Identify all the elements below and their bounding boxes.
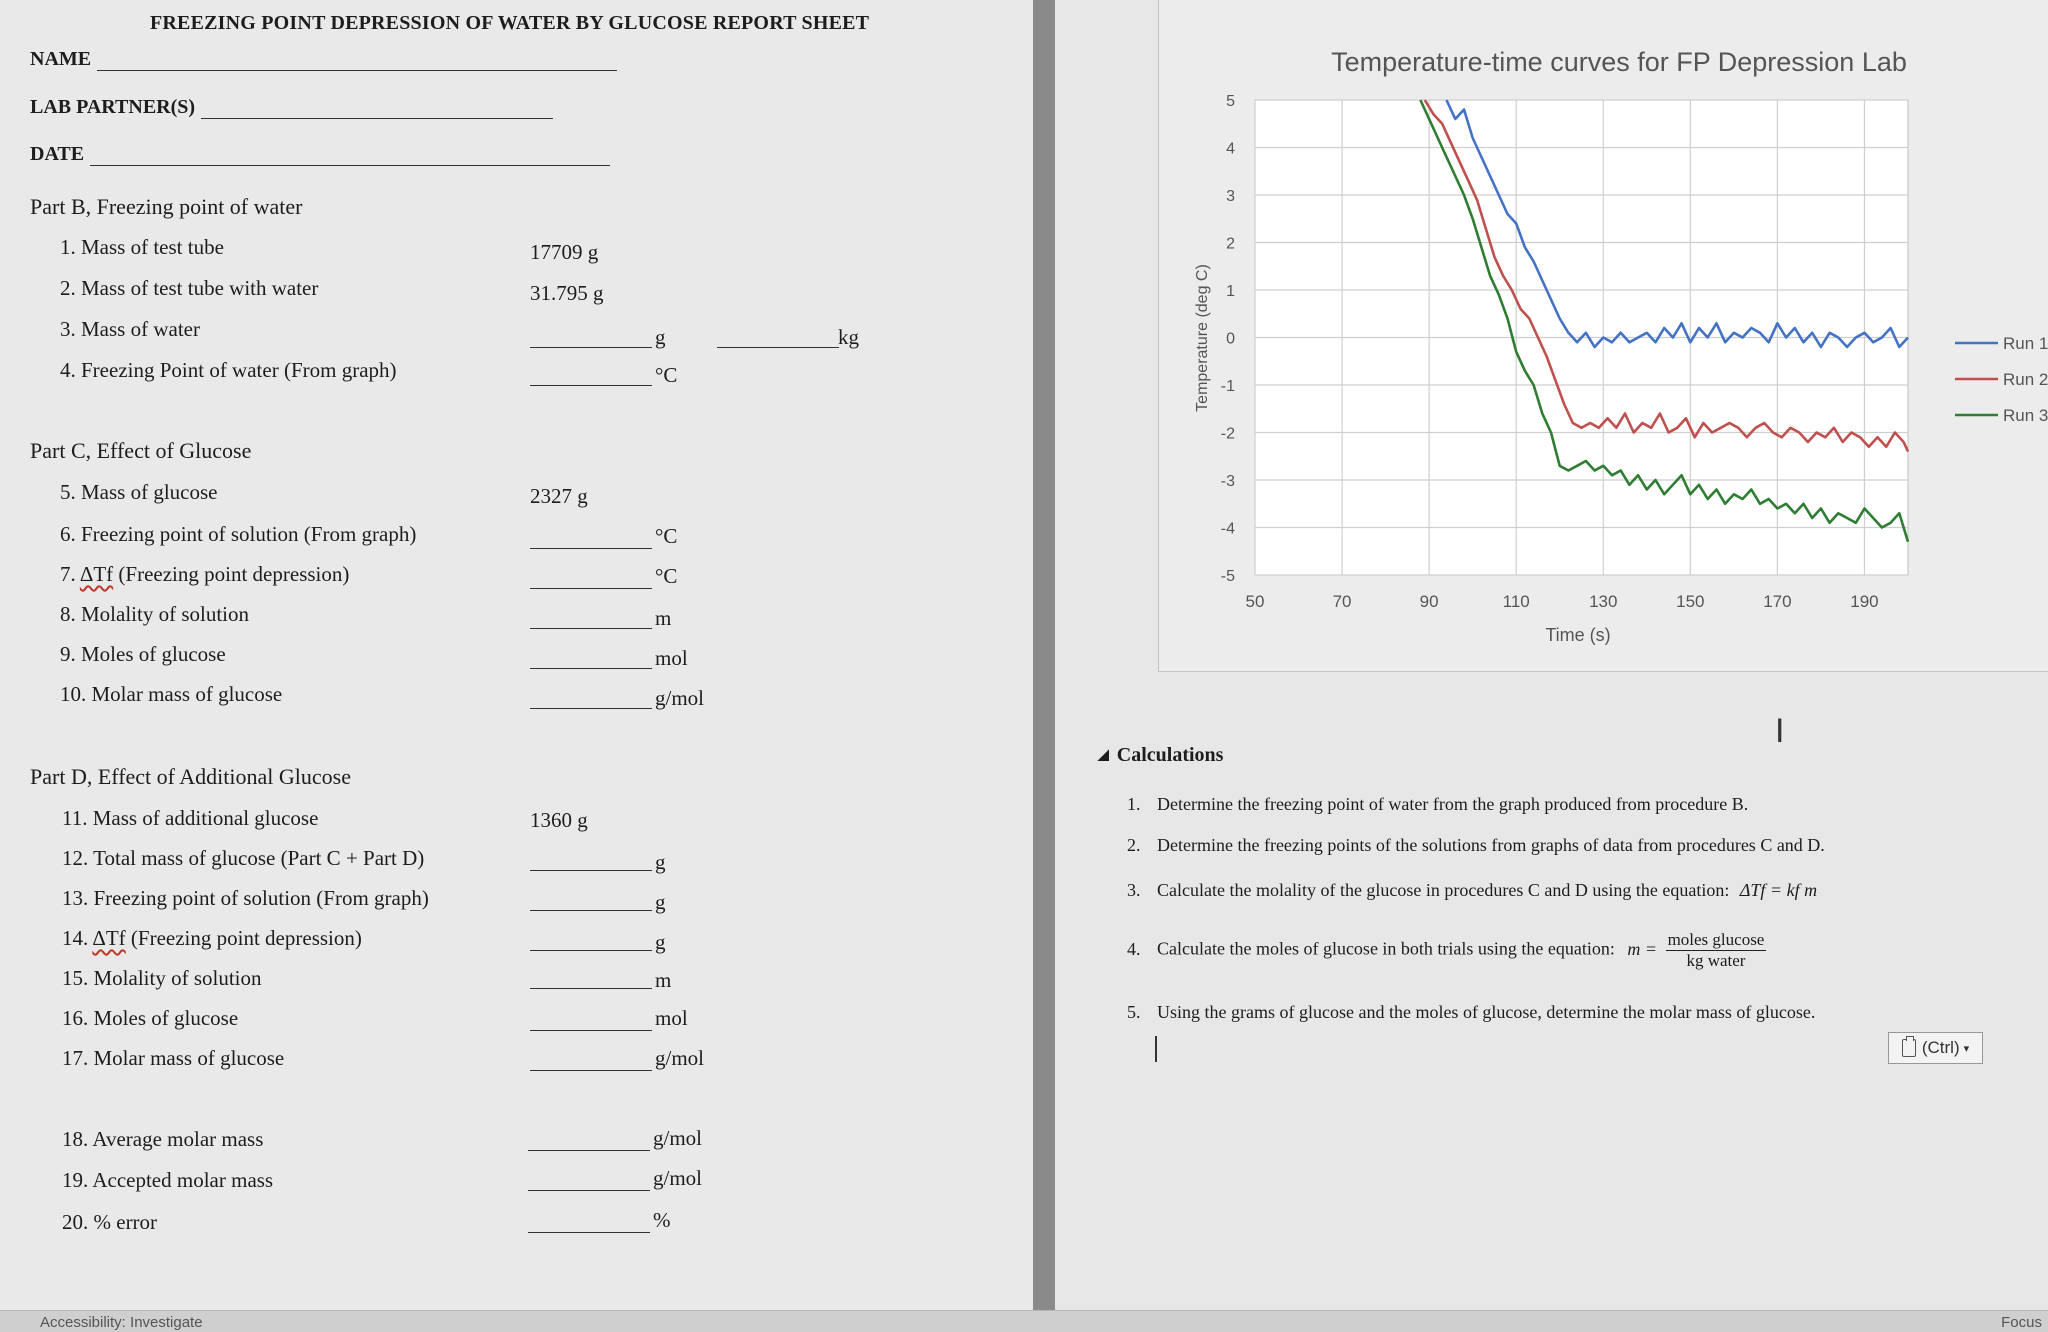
item-12-unit: g [655, 850, 666, 874]
collapse-triangle-icon[interactable]: ◢ [1098, 748, 1109, 763]
item-11-label: 11. Mass of additional glucose [62, 806, 319, 830]
item-19-unit: g/mol [653, 1166, 703, 1190]
item-17-label: 17. Molar mass of glucose [62, 1046, 285, 1070]
fraction-denominator: kg water [1686, 951, 1746, 970]
item-16-label: 16. Moles of glucose [62, 1006, 239, 1030]
y-tick-label: 5 [1226, 93, 1235, 110]
y-tick-label: 4 [1226, 140, 1235, 158]
paste-options-label: (Ctrl) [1921, 1038, 1960, 1057]
y-axis-label: Temperature (deg C) [1194, 264, 1211, 412]
item-6-unit: °C [655, 524, 678, 548]
y-tick-label: 1 [1226, 283, 1235, 300]
item-7-blank[interactable] [530, 588, 652, 589]
paste-options-button[interactable] [1888, 1032, 1983, 1064]
item-13-unit: g [655, 890, 666, 914]
item-1-value[interactable]: 17709 g [530, 240, 599, 264]
ibeam-cursor-icon: I [1775, 712, 1785, 750]
item-8-label: 8. Molality of solution [60, 602, 249, 626]
item-17-unit: g/mol [655, 1046, 705, 1070]
x-tick-label: 150 [1676, 592, 1705, 611]
item-18-unit: g/mol [653, 1126, 703, 1150]
calc-item-1-num: 1. [1127, 794, 1141, 814]
item-1-label: 1. Mass of test tube [60, 235, 224, 259]
calc-item-3-num: 3. [1127, 880, 1141, 900]
date-row [30, 143, 610, 166]
item-18-blank[interactable] [528, 1150, 650, 1151]
part-c-title: Part C, Effect of Glucose [30, 438, 252, 463]
item-19-label: 19. Accepted molar mass [62, 1168, 274, 1192]
item-3-blank[interactable] [530, 347, 652, 348]
x-tick-label: 110 [1502, 592, 1530, 611]
item-4-unit: °C [655, 363, 678, 387]
lab-partner-row [30, 96, 553, 119]
calc-item-4 [1127, 930, 1766, 971]
y-tick-label: -4 [1220, 520, 1235, 538]
item-20-label: 20. % error [62, 1210, 158, 1234]
text-cursor [1155, 1036, 1157, 1062]
item-18-label: 18. Average molar mass [62, 1127, 264, 1151]
item-19-blank[interactable] [528, 1190, 650, 1191]
molality-equation: ΔTf = kf m [1739, 880, 1818, 900]
item-14-desc: (Freezing point depression) [125, 926, 362, 950]
moles-equation-fraction [1666, 930, 1767, 971]
item-8-blank[interactable] [530, 628, 652, 629]
clipboard-icon [1902, 1039, 1916, 1057]
item-10-label: 10. Molar mass of glucose [60, 682, 283, 706]
part-d-title: Part D, Effect of Additional Glucose [30, 764, 351, 789]
item-16-unit: mol [655, 1006, 688, 1030]
calc-item-4-num: 4. [1127, 938, 1141, 959]
calc-item-3 [1127, 880, 1817, 901]
item-5-label: 5. Mass of glucose [60, 480, 218, 504]
y-tick-label: -3 [1220, 473, 1235, 490]
item-16-blank[interactable] [530, 1030, 652, 1031]
item-11-value[interactable]: 1360 g [530, 808, 588, 832]
item-9-unit: mol [655, 646, 688, 670]
item-6-label: 6. Freezing point of solution (From graph) [60, 522, 417, 546]
x-tick-label: 170 [1763, 592, 1792, 611]
item-15-label: 15. Molality of solution [62, 966, 262, 990]
item-7-unit: °C [655, 564, 678, 588]
calc-item-2-text: Determine the freezing points of the solutions from graphs of data from procedures C and D. [1157, 835, 1825, 855]
item-9-blank[interactable] [530, 668, 652, 669]
item-10-unit: g/mol [655, 686, 705, 710]
status-bar [0, 1310, 2048, 1332]
fraction-numerator: moles glucose [1667, 930, 1765, 949]
item-3-label: 3. Mass of water [60, 317, 200, 341]
item-13-blank[interactable] [530, 910, 652, 911]
item-8-unit: m [655, 606, 672, 630]
calc-item-5-text: Using the grams of glucose and the moles of glucose, determine the molar mass of glucose. [1157, 1002, 1816, 1022]
accessibility-status[interactable]: Accessibility: Investigate [40, 1314, 203, 1331]
lab-partner-label: LAB PARTNER(S) [30, 96, 196, 118]
report-title: FREEZING POINT DEPRESSION OF WATER BY GLUCOSE REPORT SHEET [150, 12, 870, 34]
date-label: DATE [30, 143, 85, 165]
x-tick-label: 70 [1332, 592, 1352, 611]
item-20-blank[interactable] [528, 1232, 650, 1233]
focus-mode-button[interactable]: Focus [2001, 1314, 2042, 1331]
item-2-label: 2. Mass of test tube with water [60, 276, 319, 300]
chart-legend [1955, 334, 2048, 425]
item-12-label: 12. Total mass of glucose (Part C + Part D) [62, 846, 425, 870]
item-3-unit: g [655, 325, 666, 349]
item-7-label [60, 562, 349, 587]
calc-item-4-text: Calculate the moles of glucose in both trials using the equation: [1157, 938, 1615, 959]
item-20-unit: % [653, 1208, 671, 1232]
y-tick-labels [1221, 93, 1235, 585]
temperature-time-chart[interactable] [1158, 0, 2048, 672]
delta-tf-symbol: ΔTf [79, 562, 114, 586]
calc-item-1-text: Determine the freezing point of water from the graph produced from procedure B. [1157, 794, 1749, 814]
x-tick-label: 50 [1245, 592, 1265, 611]
item-7-desc: (Freezing point depression) [113, 562, 350, 586]
y-tick-label: 0 [1226, 330, 1235, 348]
calc-item-2 [1127, 835, 1825, 856]
calc-item-2-num: 2. [1127, 835, 1141, 855]
x-tick-label: 130 [1589, 592, 1618, 611]
chart-title: Temperature-time curves for FP Depression Lab [1331, 47, 1907, 77]
date-field[interactable] [90, 144, 610, 166]
report-sheet [0, 0, 1036, 1310]
calculations-title: Calculations [1116, 744, 1224, 766]
item-4-blank[interactable] [530, 385, 652, 386]
legend-label-2: Run 2 [2003, 370, 2048, 389]
legend-label-3: Run 3 [2003, 406, 2048, 425]
item-14-num: 14. [62, 926, 93, 950]
window-divider[interactable] [1033, 0, 1055, 1310]
calc-item-5 [1127, 1002, 1815, 1023]
dropdown-arrow-icon: ▾ [1963, 1042, 1970, 1055]
lab-partner-field[interactable] [201, 97, 553, 119]
item-12-blank[interactable] [530, 870, 652, 871]
item-14-label [62, 926, 362, 951]
item-17-blank[interactable] [530, 1070, 652, 1071]
y-tick-label: -1 [1220, 378, 1235, 395]
y-tick-label: 2 [1226, 235, 1235, 253]
item-14-blank[interactable] [530, 950, 652, 951]
item-3-blank-kg[interactable] [717, 347, 839, 348]
item-5-value[interactable]: 2327 g [530, 484, 588, 508]
item-15-blank[interactable] [530, 988, 652, 989]
name-row [30, 48, 617, 71]
x-tick-label: 190 [1850, 592, 1879, 611]
moles-equation-lhs: m = [1627, 938, 1658, 959]
calc-item-3-text: Calculate the molality of the glucose in procedures C and D using the equation: [1157, 880, 1730, 900]
item-15-unit: m [655, 968, 672, 992]
calc-item-5-num: 5. [1127, 1002, 1141, 1022]
x-axis-label: Time (s) [1545, 625, 1611, 645]
calc-item-1 [1127, 794, 1748, 815]
name-field[interactable] [97, 49, 617, 71]
y-tick-label: 3 [1226, 188, 1235, 205]
part-b-title: Part B, Freezing point of water [30, 194, 303, 219]
y-tick-label: -2 [1220, 425, 1235, 443]
item-6-blank[interactable] [530, 548, 652, 549]
item-2-value[interactable]: 31.795 g [530, 281, 604, 305]
item-14-unit: g [655, 930, 666, 954]
x-tick-label: 90 [1419, 592, 1439, 611]
x-tick-labels [1246, 592, 1879, 611]
legend-label-1: Run 1 [2003, 334, 2048, 353]
item-7-num: 7. [60, 562, 80, 586]
calculations-heading[interactable] [1098, 744, 1223, 767]
name-label: NAME [30, 48, 92, 70]
delta-tf-symbol-2: ΔTf [92, 926, 126, 950]
item-9-label: 9. Moles of glucose [60, 642, 226, 666]
item-10-blank[interactable] [530, 708, 652, 709]
item-13-label: 13. Freezing point of solution (From graph) [62, 886, 429, 910]
item-4-label: 4. Freezing Point of water (From graph) [60, 358, 397, 382]
y-tick-label: -5 [1220, 568, 1235, 585]
item-3-unit-kg: kg [838, 325, 859, 349]
